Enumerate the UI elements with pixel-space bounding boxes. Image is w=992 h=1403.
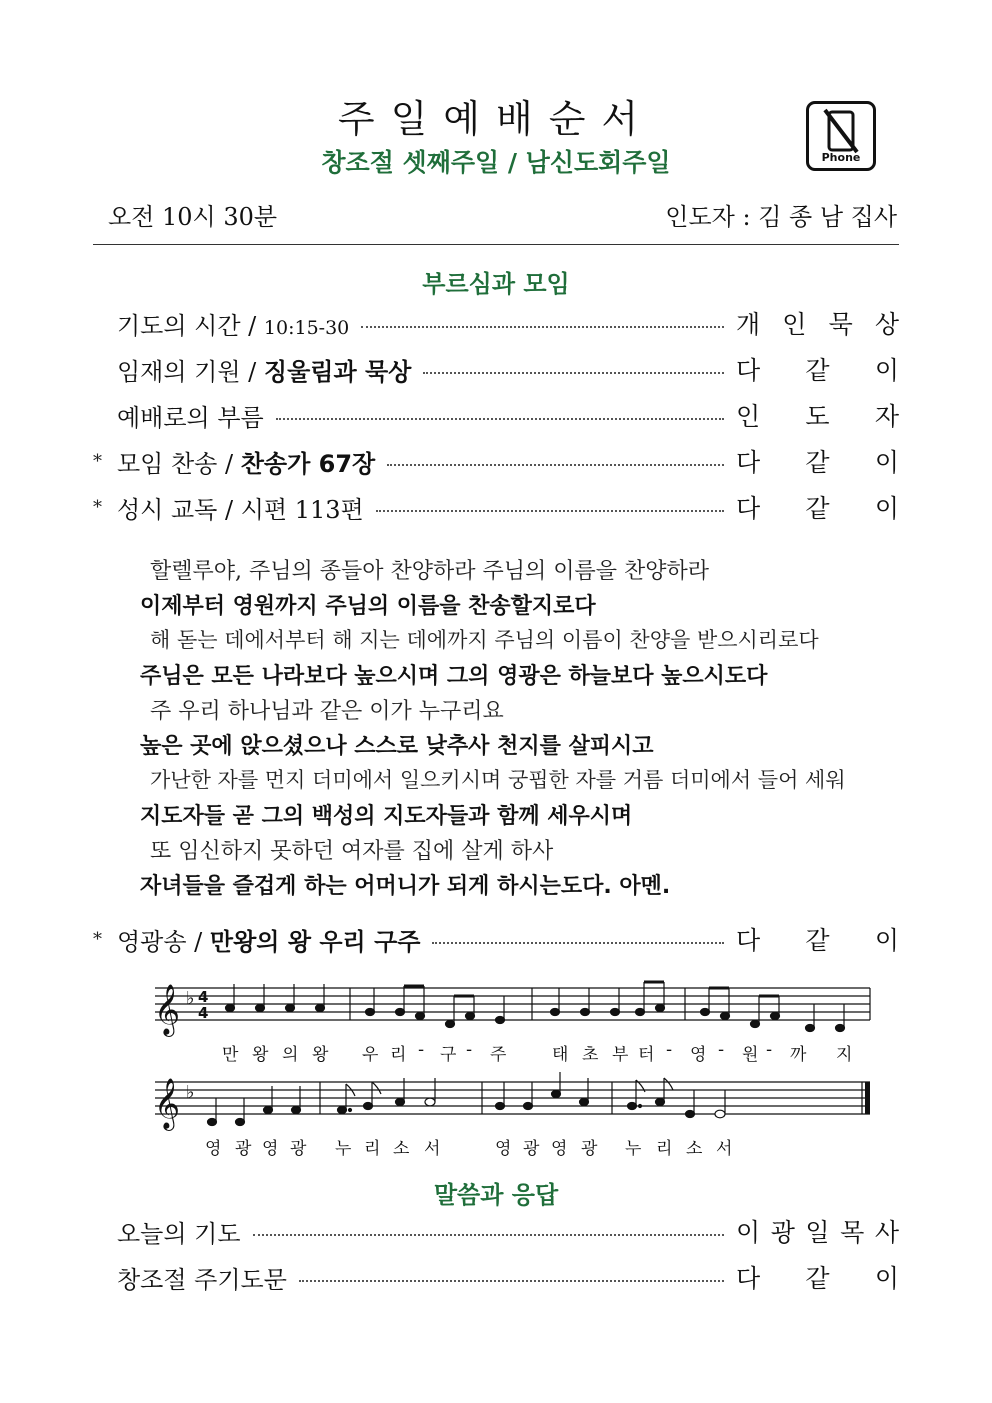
order-item-gloria bbox=[93, 921, 899, 957]
notes-staff-1 bbox=[226, 982, 845, 1032]
psalm-leader-line: 해 돋는 데에서부터 해 지는 데에까지 주님의 이름이 찬양을 받으시리로다 bbox=[150, 628, 819, 652]
phone-icon-label: Phone bbox=[821, 151, 861, 164]
order-item-who: 다 같 이 bbox=[736, 356, 899, 385]
page-title: 주일예배순서 bbox=[337, 97, 655, 141]
page-subtitle: 창조절 셋째주일 / 남신도회주일 bbox=[321, 148, 671, 177]
section-title-word: 말씀과 응답 bbox=[433, 1181, 559, 1209]
order-item-who: 이 광 일 목 사 bbox=[736, 1218, 899, 1247]
order-item bbox=[93, 305, 899, 341]
leader-dots bbox=[276, 418, 724, 420]
music-staff-1 bbox=[150, 978, 875, 1038]
psalm-response-line: 지도자들 곧 그의 백성의 지도자들과 함께 세우시며 bbox=[140, 804, 633, 829]
order-item-who: 인 도 자 bbox=[736, 402, 899, 431]
order-item-label: 오늘의 기도 bbox=[117, 1219, 241, 1248]
leader-dots bbox=[376, 510, 724, 512]
order-item bbox=[93, 1213, 899, 1249]
order-item-who: 다 같 이 bbox=[736, 1264, 899, 1293]
leader-dots bbox=[299, 1280, 724, 1282]
time-signature-top: 4 bbox=[198, 988, 209, 1006]
order-item bbox=[93, 443, 899, 479]
order-item bbox=[93, 351, 899, 387]
leader-dots bbox=[253, 1234, 724, 1236]
flat-icon: ♭ bbox=[186, 1082, 195, 1103]
leader-dots bbox=[432, 942, 724, 944]
standing-mark: * bbox=[93, 928, 102, 950]
order-item bbox=[93, 1259, 899, 1295]
flat-icon: ♭ bbox=[186, 988, 195, 1009]
order-item-label: 창조절 주기도문 bbox=[117, 1265, 287, 1294]
psalm-leader-line: 또 임신하지 못하던 여자를 집에 살게 하사 bbox=[150, 839, 554, 864]
psalm-response-line: 자녀들을 즐겁게 하는 어머니가 되게 하시는도다. 아멘. bbox=[140, 874, 671, 899]
order-item-who: 다 같 이 bbox=[736, 448, 899, 477]
leader-dots bbox=[387, 464, 724, 466]
header-divider bbox=[93, 244, 899, 245]
time-signature-bottom: 4 bbox=[198, 1004, 209, 1022]
order-item-label: 성시 교독 / 시편 113편 bbox=[117, 495, 364, 524]
order-item-who: 다 같 이 bbox=[736, 494, 899, 523]
music-staff-2 bbox=[150, 1072, 875, 1132]
service-leader: 인도자 : 김 종 남 집사 bbox=[665, 203, 897, 231]
psalm-leader-line: 주 우리 하나님과 같은 이가 누구리요 bbox=[150, 699, 504, 724]
order-item-label: 예배로의 부름 bbox=[117, 403, 264, 432]
order-item-label: 임재의 기원 / 징울림과 묵상 bbox=[117, 357, 412, 386]
section-title-gathering: 부르심과 모임 bbox=[422, 270, 570, 298]
order-item-label: 기도의 시간 / 10:15-30 bbox=[117, 311, 350, 340]
psalm-response-line: 주님은 모든 나라보다 높으시며 그의 영광은 하늘보다 높으시도다 bbox=[140, 664, 768, 689]
psalm-leader-line: 가난한 자를 먼지 더미에서 일으키시며 궁핍한 자를 거름 더미에서 들어 세워 bbox=[150, 768, 846, 792]
leader-dots bbox=[361, 326, 724, 328]
service-time: 오전 10시 30분 bbox=[108, 203, 278, 231]
treble-clef-icon: 𝄞 bbox=[154, 984, 181, 1035]
order-item bbox=[93, 489, 899, 525]
psalm-response-line: 높은 곳에 앉으셨으나 스스로 낮추사 천지를 살피시고 bbox=[140, 734, 654, 759]
order-item-who: 다 같 이 bbox=[736, 926, 899, 955]
order-item bbox=[93, 397, 899, 433]
leader-dots bbox=[423, 372, 724, 374]
psalm-leader-line: 할렐루야, 주님의 종들아 찬양하라 주님의 이름을 찬양하라 bbox=[150, 559, 710, 584]
standing-mark: * bbox=[93, 496, 102, 518]
order-item-label: 모임 찬송 / 찬송가 67장 bbox=[117, 449, 376, 478]
standing-mark: * bbox=[93, 450, 102, 472]
notes-staff-2 bbox=[208, 1072, 726, 1126]
treble-clef-icon: 𝄞 bbox=[154, 1078, 181, 1129]
psalm-response-line: 이제부터 영원까지 주님의 이름을 찬송할지로다 bbox=[140, 594, 596, 619]
order-item-label: 영광송 / 만왕의 왕 우리 구주 bbox=[117, 927, 421, 956]
no-phone-icon bbox=[806, 101, 876, 171]
order-item-who: 개 인 묵 상 bbox=[736, 310, 899, 339]
